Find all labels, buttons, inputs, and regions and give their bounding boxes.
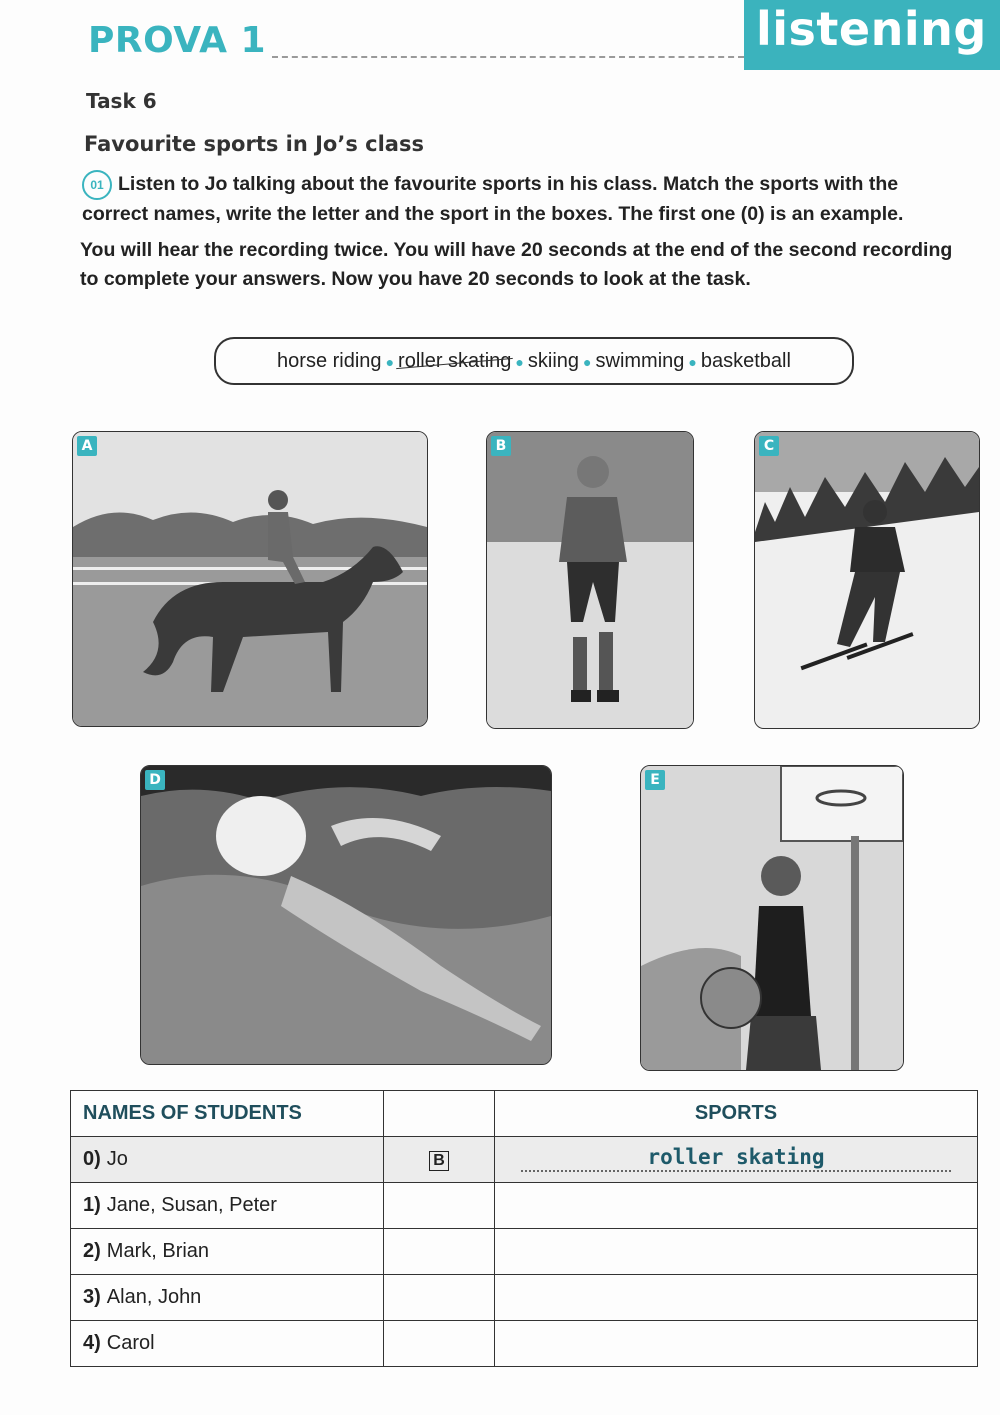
letter-cell[interactable] [384, 1275, 495, 1321]
sport-cell[interactable] [495, 1183, 978, 1229]
bullet-icon: ● [385, 354, 395, 370]
title-dashed-line [272, 56, 744, 58]
bullet-icon: ● [515, 354, 524, 370]
bullet-icon: ● [688, 354, 697, 370]
instruction-1-text: Listen to Jo talking about the favourite sports in his class. Match the sports with the correct names, write the letter and the sport in the boxes. The first one (0) is an example. [82, 173, 904, 225]
word-swimming: swimming [595, 350, 685, 372]
photo-label-a: A [77, 436, 97, 456]
table-header-row [71, 1091, 978, 1137]
photo-b-roller-skating [486, 431, 694, 729]
task-subtitle: Favourite sports in Jo’s class [84, 132, 424, 156]
student-names-cell: 4) Carol [71, 1321, 384, 1367]
photo-c-skiing [754, 431, 980, 729]
sport-cell[interactable] [495, 1275, 978, 1321]
cd-icon: 01 [82, 170, 112, 200]
table-row [71, 1183, 978, 1229]
handwritten-answer: roller skating [647, 1145, 825, 1169]
bullet-icon: ● [583, 354, 592, 370]
student-names-cell: 2) Mark, Brian [71, 1229, 384, 1275]
header-sports: SPORTS [495, 1091, 978, 1137]
photo-label-d: D [145, 770, 165, 790]
instruction-2: You will hear the recording twice. You will have 20 seconds at the end of the second recording to complete your answers. Now you have 20 seconds to look at the task. [80, 239, 953, 290]
table-row [71, 1275, 978, 1321]
answer-table [70, 1090, 978, 1367]
photo-d-swimming [140, 765, 552, 1065]
student-names-cell: 3) Alan, John [71, 1275, 384, 1321]
sport-cell[interactable] [495, 1321, 978, 1367]
letter-answer-box: B [429, 1151, 449, 1171]
student-names-cell: 0) Jo [71, 1137, 384, 1183]
header-letter [384, 1091, 495, 1137]
letter-cell[interactable] [384, 1137, 495, 1183]
page-title: PROVA 1 [88, 20, 267, 61]
word-horse-riding: horse riding [277, 350, 382, 372]
listening-badge-label: listening [756, 2, 987, 56]
letter-cell[interactable] [384, 1321, 495, 1367]
word-bank [214, 337, 854, 385]
word-basketball: basketball [700, 350, 791, 372]
dotted-line [521, 1170, 951, 1172]
word-roller-skating: roller skating [398, 339, 511, 383]
instruction-1 [82, 170, 962, 229]
sport-cell[interactable] [495, 1229, 978, 1275]
letter-cell[interactable] [384, 1183, 495, 1229]
photo-label-c: C [759, 436, 779, 456]
sport-cell[interactable] [495, 1137, 978, 1183]
header-names: NAMES OF STUDENTS [71, 1091, 384, 1137]
photo-a-horse-riding [72, 431, 428, 727]
listening-badge [744, 0, 1000, 70]
word-skiing: skiing [527, 350, 580, 372]
letter-cell[interactable] [384, 1229, 495, 1275]
table-row [71, 1321, 978, 1367]
task-number: Task 6 [86, 89, 157, 113]
photo-label-e: E [645, 770, 665, 790]
photo-label-b: B [491, 436, 511, 456]
table-row [71, 1229, 978, 1275]
table-row [71, 1137, 978, 1183]
student-names-cell: 1) Jane, Susan, Peter [71, 1183, 384, 1229]
photo-e-basketball [640, 765, 904, 1071]
